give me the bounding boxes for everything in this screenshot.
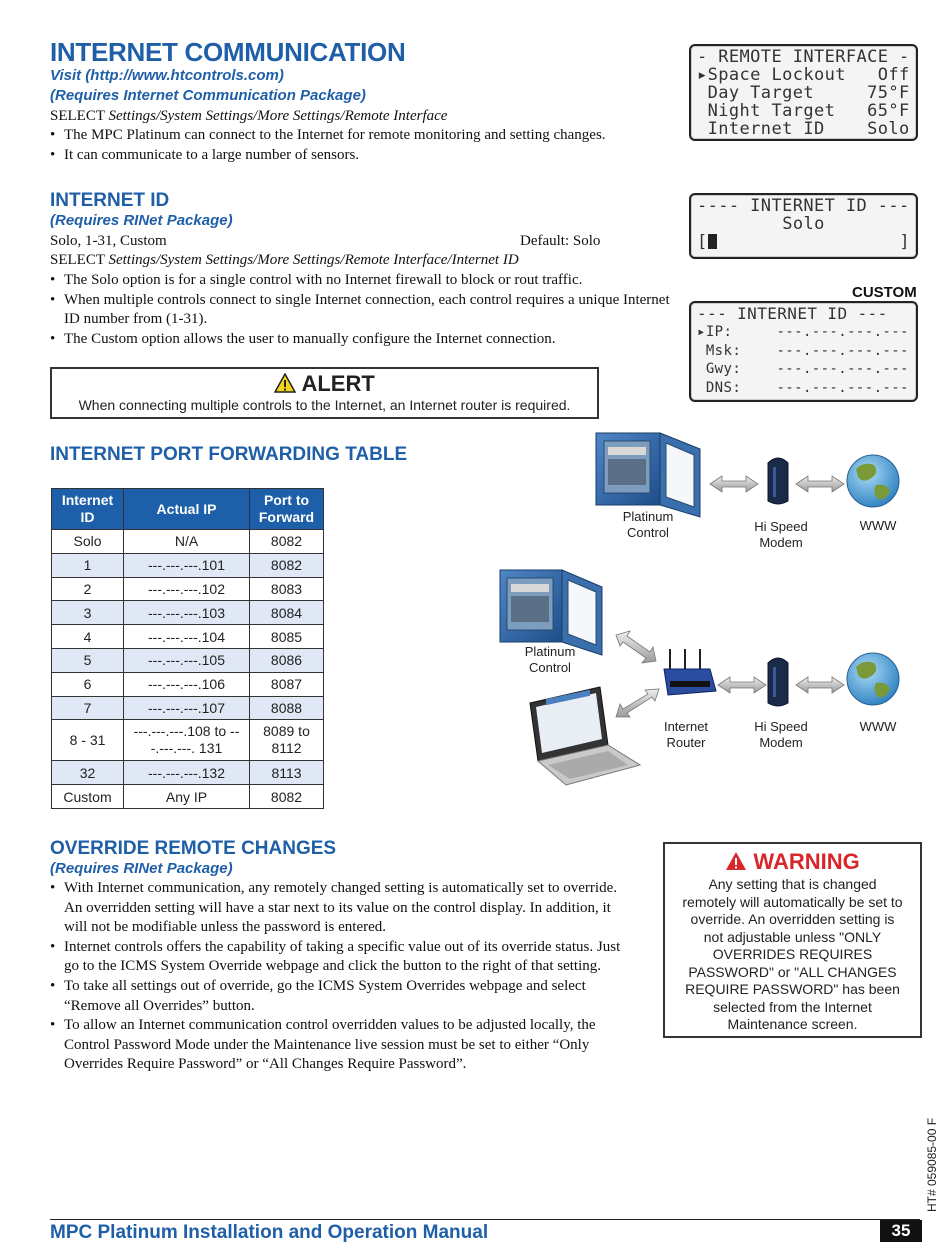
- lcd-line: Msk: ---.---.---.---: [697, 342, 909, 359]
- table-cell: 8082: [250, 785, 324, 809]
- modem-icon: [768, 458, 788, 504]
- table-cell: 8089 to 8112: [250, 720, 324, 761]
- custom-label: CUSTOM: [852, 284, 917, 301]
- table-cell: ---.---.---.102: [124, 577, 250, 601]
- table-cell: 8082: [250, 530, 324, 554]
- lcd-line: Solo: [782, 214, 825, 234]
- table-cell: 2: [52, 577, 124, 601]
- cursor-block: [708, 234, 717, 249]
- override-bullets: [50, 879, 635, 1075]
- double-arrow-icon: [616, 689, 659, 717]
- table-cell: Custom: [52, 785, 124, 809]
- globe-icon: [847, 455, 899, 507]
- column-header: Internet ID: [52, 489, 124, 530]
- lcd-line: ▸Space Lockout Off: [697, 65, 910, 85]
- lcd-remote-interface: [689, 44, 918, 141]
- platinum-control-icon: [500, 570, 602, 655]
- table-row: [52, 761, 324, 785]
- caption-platinum-control: Platinum Control: [524, 644, 576, 675]
- bullet-item: • It can communicate to a large number of sensors.: [50, 146, 670, 166]
- table-cell: 7: [52, 696, 124, 720]
- document-number: HT# 059085-00 F: [925, 1117, 939, 1212]
- manual-title: MPC Platinum Installation and Operation Manual: [50, 1222, 489, 1243]
- requires-note: (Requires Internet Communication Package): [50, 87, 366, 104]
- table-cell: ---.---.---.106: [124, 672, 250, 696]
- bullet-item: • The Solo option is for a single control with no Internet firewall to block or rout traffic.: [50, 271, 675, 291]
- lcd-internet-id: [689, 193, 918, 259]
- table-row: [52, 577, 324, 601]
- table-row: [52, 785, 324, 809]
- select-menu-path: Settings/System Settings/More Settings/Remote Interface: [108, 108, 448, 124]
- table-header-row: [52, 489, 324, 530]
- caption-hi-speed-modem: Hi Speed Modem: [754, 519, 808, 550]
- table-row: [52, 530, 324, 554]
- bullet-item: • The Custom option allows the user to manually configure the Internet connection.: [50, 330, 675, 350]
- section-title-internet-communication: INTERNET COMMUNICATION: [50, 37, 406, 67]
- table-cell: ---.---.---.101: [124, 553, 250, 577]
- internet-id-options: Solo, 1-31, Custom: [50, 233, 167, 249]
- table-cell: 5: [52, 648, 124, 672]
- table-cell: 8088: [250, 696, 324, 720]
- table-cell: 32: [52, 761, 124, 785]
- port-forwarding-table: [51, 488, 324, 809]
- alert-heading: [52, 371, 597, 397]
- requires-note: (Requires RINet Package): [50, 212, 233, 229]
- router-icon: [664, 649, 716, 695]
- lcd-line: Day Target 75°F: [697, 83, 910, 103]
- double-arrow-icon: [796, 476, 844, 492]
- table-cell: 8113: [250, 761, 324, 785]
- internet-id-default: Default: Solo: [520, 233, 601, 249]
- lcd-custom: [689, 301, 918, 402]
- laptop-icon: [530, 687, 640, 785]
- lcd-entry-line: [697, 233, 910, 251]
- select-path: [50, 106, 447, 126]
- table-cell: Any IP: [124, 785, 250, 809]
- bracket-close: ]: [899, 232, 910, 252]
- table-cell: ---.---.---.108 to ---.---.---. 131: [124, 720, 250, 761]
- lcd-line: Night Target 65°F: [697, 101, 910, 121]
- alert-box: [50, 367, 599, 419]
- table-cell: 6: [52, 672, 124, 696]
- globe-icon: [847, 653, 899, 705]
- double-arrow-icon: [796, 677, 844, 693]
- table-cell: 8082: [250, 553, 324, 577]
- table-row: [52, 553, 324, 577]
- footer-rule: [50, 1219, 920, 1220]
- caption-www: WWW: [859, 518, 897, 533]
- bullet-item: • When multiple controls connect to single Internet connection, each control requires a unique Internet ID number from (1-31).: [50, 291, 675, 330]
- alert-text: When connecting multiple controls to the Internet, an Internet router is required.: [78, 397, 571, 413]
- bullet-item: • To allow an Internet communication control overridden values to be adjusted locally, the Control Password Mode under the Maintenance live session must be set to either “Only Overrides Require Password” or “All Changes Require Password”.: [50, 1016, 635, 1075]
- lcd-line: ▸IP: ---.---.---.---: [697, 324, 909, 340]
- select-word: SELECT: [50, 252, 105, 268]
- table-cell: 3: [52, 601, 124, 625]
- internet-comm-bullets: [50, 126, 670, 165]
- double-arrow-icon: [616, 631, 656, 663]
- lcd-line: Gwy: ---.---.---.---: [697, 361, 909, 377]
- column-header: Actual IP: [124, 489, 250, 530]
- select-path: [50, 250, 519, 270]
- table-cell: 8086: [250, 648, 324, 672]
- warning-triangle-icon: [725, 851, 747, 871]
- table-cell: 1: [52, 553, 124, 577]
- platinum-control-icon: [596, 433, 700, 517]
- caption-www: WWW: [859, 719, 897, 734]
- table-row: [52, 601, 324, 625]
- lcd-line: - REMOTE INTERFACE -: [697, 47, 910, 67]
- bullet-item: • To take all settings out of override, go the ICMS System Overrides webpage and select “Remove all Overrides” button.: [50, 977, 635, 1016]
- column-header: Port to Forward: [250, 489, 324, 530]
- bullet-item: • With Internet communication, any remotely changed setting is automatically set to override. An overridden setting will have a star next to its value on the control display. In addition, it will not be modifiable unless the password is entered.: [50, 879, 635, 938]
- warning-heading: [681, 848, 904, 876]
- visit-link[interactable]: Visit (http://www.htcontrols.com): [50, 67, 284, 84]
- table-cell: 8 - 31: [52, 720, 124, 761]
- lcd-entry-field[interactable]: [697, 233, 717, 251]
- bullet-item: • Internet controls offers the capability of taking a specific value out of its override status. Just go to the ICMS System Override webpage and click the button to the right of that setting.: [50, 938, 635, 977]
- warning-box: [663, 842, 922, 1038]
- warning-title: WARNING: [753, 849, 860, 874]
- table-cell: 8087: [250, 672, 324, 696]
- section-title-override: OVERRIDE REMOTE CHANGES: [50, 838, 337, 859]
- table-row: [52, 696, 324, 720]
- table-cell: ---.---.---.103: [124, 601, 250, 625]
- table-cell: ---.---.---.132: [124, 761, 250, 785]
- select-word: SELECT: [50, 108, 105, 124]
- table-cell: Solo: [52, 530, 124, 554]
- table-cell: 4: [52, 625, 124, 649]
- lcd-line: ---- INTERNET ID ---: [697, 196, 910, 216]
- table-cell: 8084: [250, 601, 324, 625]
- table-cell: ---.---.---.107: [124, 696, 250, 720]
- table-row: [52, 672, 324, 696]
- lcd-line: Internet ID Solo: [697, 119, 910, 139]
- bullet-item: • The MPC Platinum can connect to the Internet for remote monitoring and setting changes.: [50, 126, 670, 146]
- caption-hi-speed-modem: Hi Speed Modem: [754, 719, 808, 750]
- caption-internet-router: Internet Router: [663, 719, 709, 750]
- caption-platinum-control: Platinum Control: [622, 509, 674, 540]
- warning-text: Any setting that is changed remotely will automatically be set to override. An overridden setting is not adjustable unless "ONLY OVERRIDES REQUIRES PASSWORD" or "ALL CHANGES REQUIRE PASSWORD" has been selected from the Internet Maintenance screen.: [682, 876, 903, 1032]
- table-row: [52, 720, 324, 761]
- modem-icon: [768, 658, 788, 706]
- double-arrow-icon: [718, 677, 766, 693]
- alert-title: ALERT: [301, 371, 375, 396]
- section-title-internet-id: INTERNET ID: [50, 190, 170, 211]
- bracket-open: [: [697, 232, 708, 252]
- table-cell: 8083: [250, 577, 324, 601]
- table-cell: 8085: [250, 625, 324, 649]
- table-cell: N/A: [124, 530, 250, 554]
- lcd-line: DNS: ---.---.---.---: [697, 379, 909, 396]
- section-title-port-forwarding: INTERNET PORT FORWARDING TABLE: [50, 444, 408, 465]
- requires-note: (Requires RINet Package): [50, 860, 233, 877]
- table-cell: ---.---.---.105: [124, 648, 250, 672]
- table-cell: ---.---.---.104: [124, 625, 250, 649]
- lcd-line: --- INTERNET ID ---: [697, 304, 888, 323]
- internet-id-bullets: [50, 271, 675, 349]
- select-menu-path: Settings/System Settings/More Settings/Remote Interface/Internet ID: [108, 252, 519, 268]
- double-arrow-icon: [710, 476, 758, 492]
- table-row: [52, 625, 324, 649]
- page-number: 35: [880, 1220, 922, 1242]
- table-row: [52, 648, 324, 672]
- warning-triangle-icon: [274, 373, 296, 393]
